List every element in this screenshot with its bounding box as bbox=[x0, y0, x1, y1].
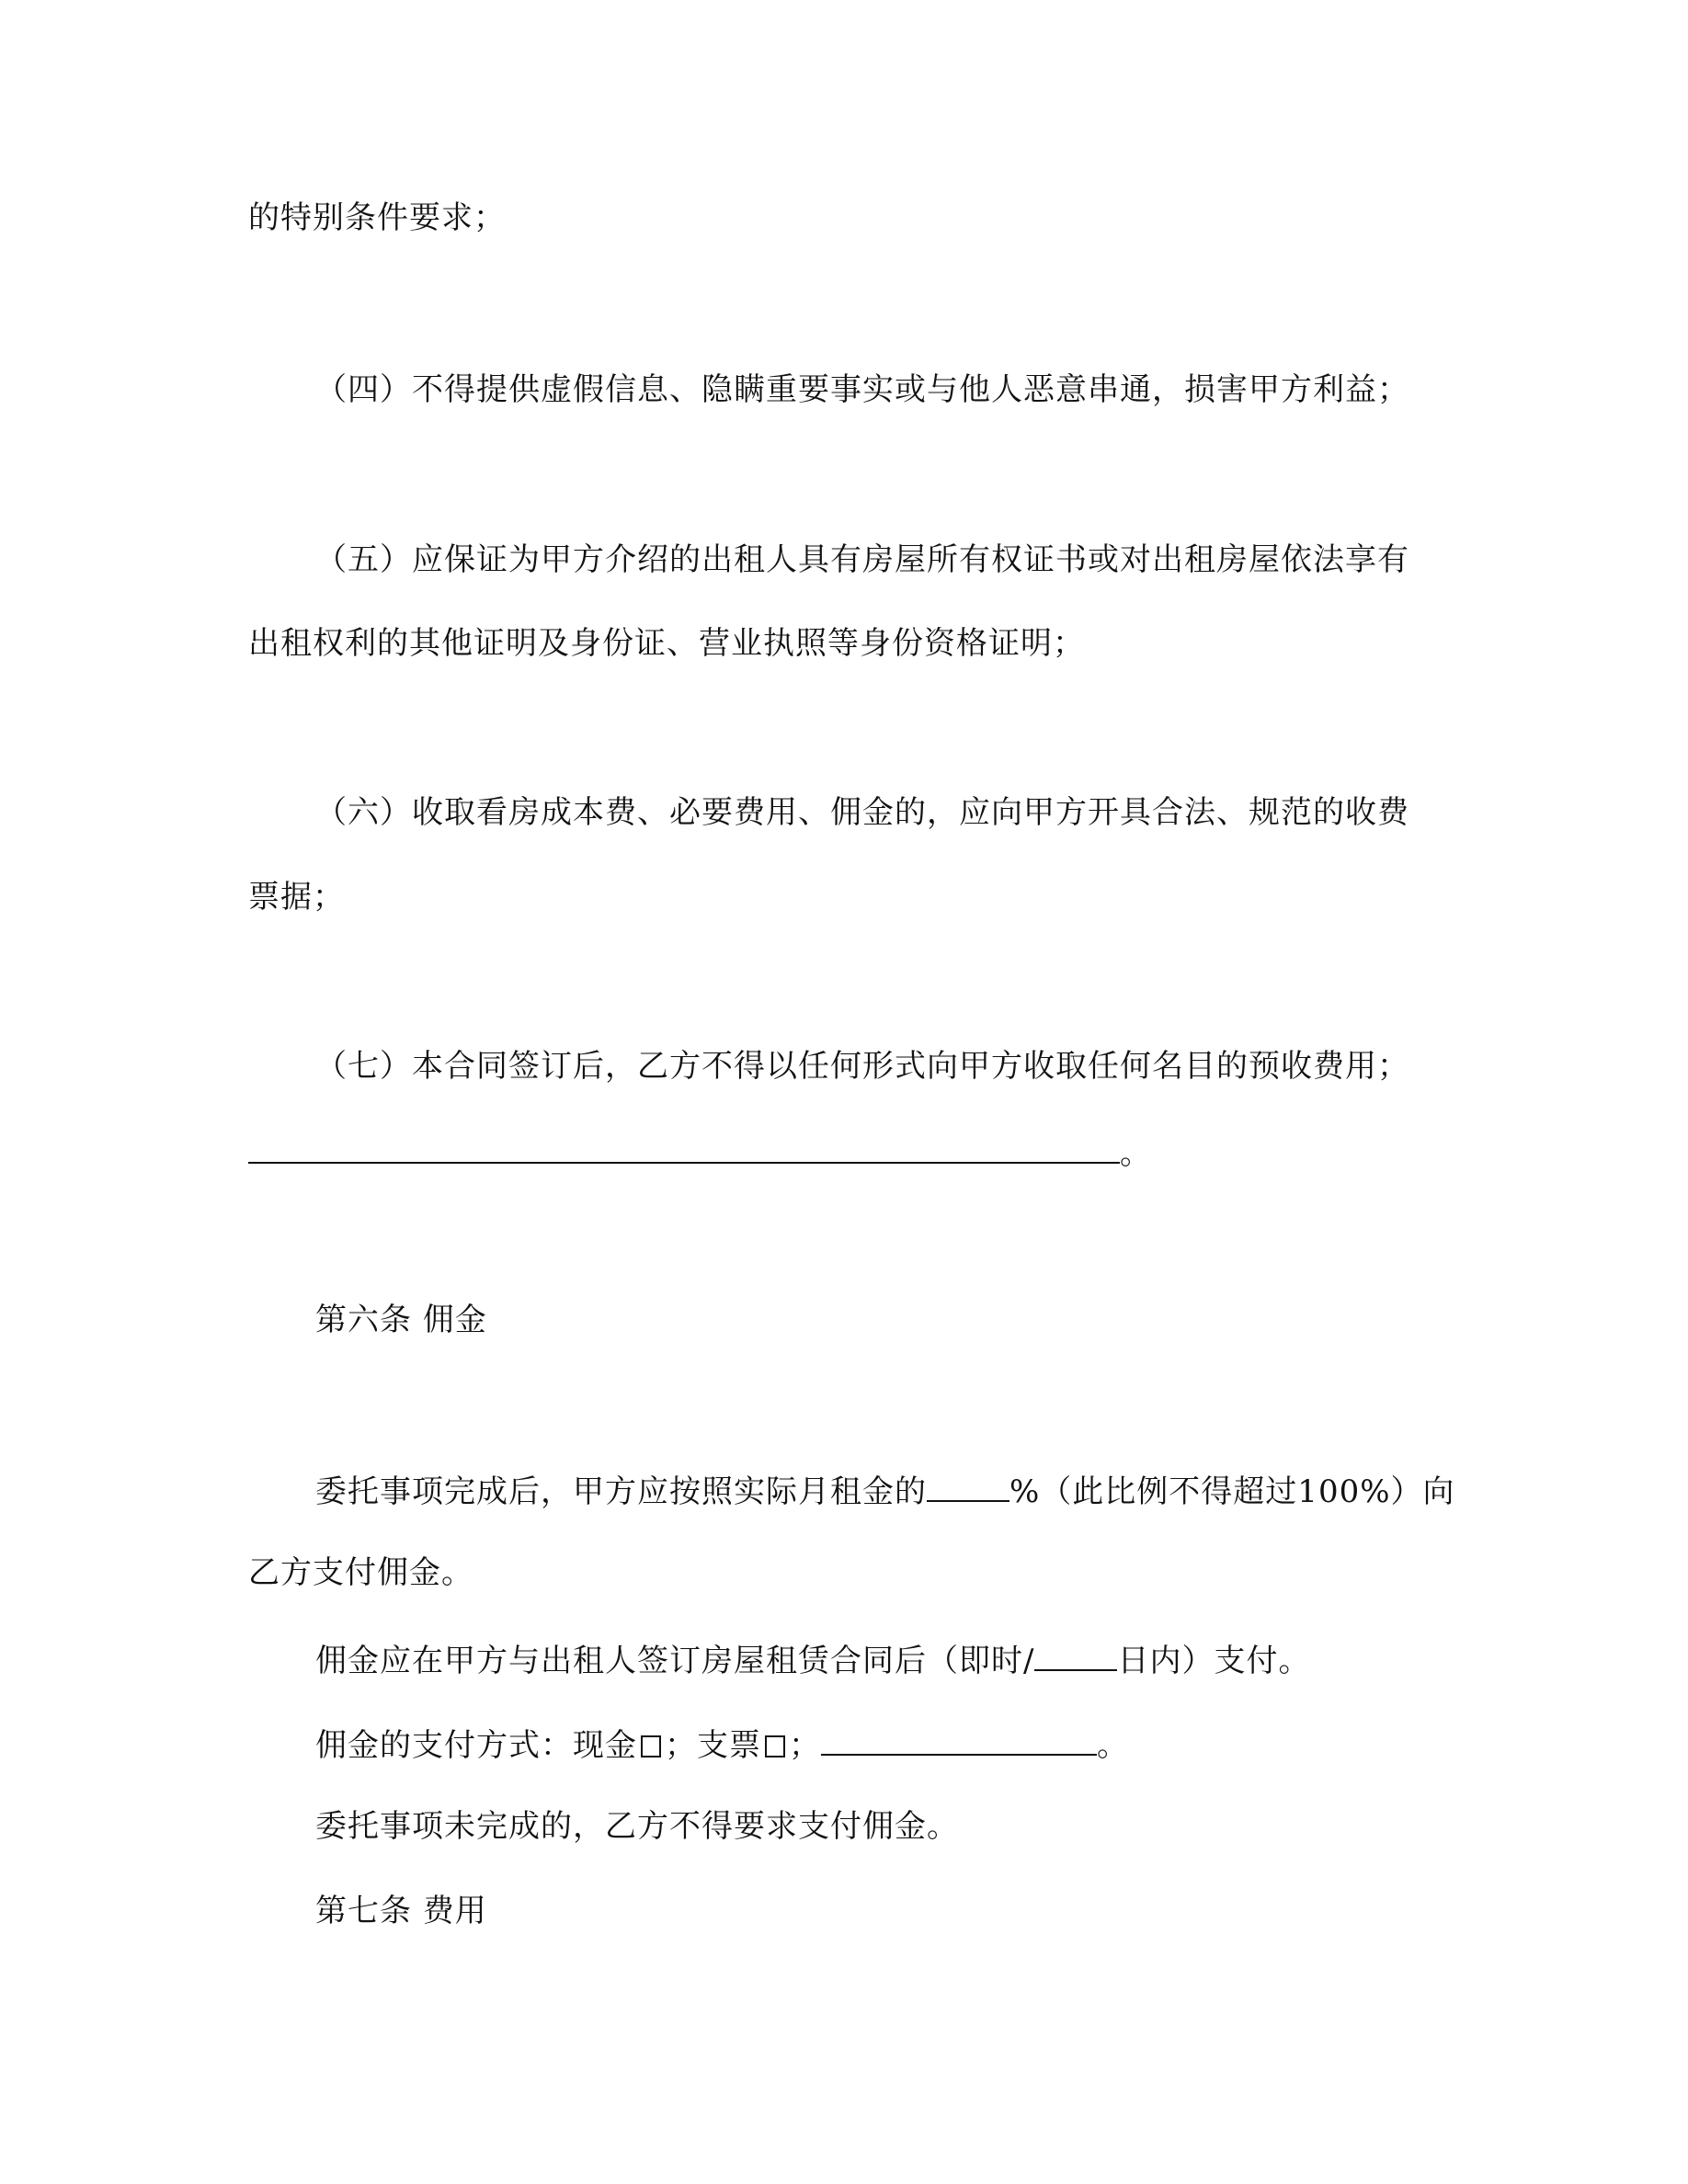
payment-time-line bbox=[315, 1636, 1310, 1682]
blank-field[interactable] bbox=[248, 1129, 1120, 1164]
check-checkbox[interactable] bbox=[765, 1735, 785, 1757]
clause-5-line-2: 出租权利的其他证明及身份证、营业执照等身份资格证明； bbox=[248, 625, 1085, 662]
period: 。 bbox=[1120, 1135, 1152, 1172]
separator: ； bbox=[789, 1727, 821, 1764]
clause-7: （七）本合同签订后，乙方不得以任何形式向甲方收取任何名目的预收费用； bbox=[315, 1048, 1409, 1085]
commission-text-a: 委托事项完成后，甲方应按照实际月租金的 bbox=[315, 1473, 927, 1510]
period: 。 bbox=[1097, 1727, 1129, 1764]
commission-condition: 委托事项未完成的，乙方不得要求支付佣金。 bbox=[315, 1808, 959, 1845]
commission-line-1 bbox=[315, 1467, 1455, 1513]
article-6-title: 第六条 佣金 bbox=[315, 1302, 487, 1338]
other-method-blank[interactable] bbox=[821, 1721, 1097, 1756]
payment-method-line bbox=[315, 1721, 1129, 1767]
article-7-title: 第七条 费用 bbox=[315, 1893, 487, 1929]
payment-time-text-a: 佣金应在甲方与出租人签订房屋租赁合同后（即时/ bbox=[315, 1643, 1035, 1679]
text-line: 的特别条件要求； bbox=[248, 199, 506, 236]
fill-line bbox=[248, 1129, 1152, 1175]
commission-text-b: %（此比例不得超过100%）向 bbox=[1009, 1473, 1455, 1510]
commission-percent-blank[interactable] bbox=[927, 1467, 1009, 1502]
commission-line-2: 乙方支付佣金。 bbox=[248, 1554, 473, 1591]
clause-5-line-1: （五）应保证为甲方介绍的出租人具有房屋所有权证书或对出租房屋依法享有 bbox=[315, 541, 1409, 578]
clause-6-line-1: （六）收取看房成本费、必要费用、佣金的，应向甲方开具合法、规范的收费 bbox=[315, 794, 1409, 831]
clause-4: （四）不得提供虚假信息、隐瞒重要事实或与他人恶意串通，损害甲方利益； bbox=[315, 371, 1409, 408]
clause-6-line-2: 票据； bbox=[248, 879, 345, 916]
cash-checkbox[interactable] bbox=[641, 1735, 661, 1757]
payment-days-blank[interactable] bbox=[1034, 1636, 1117, 1671]
payment-time-text-b: 日内）支付。 bbox=[1117, 1643, 1311, 1679]
check-label: ；支票 bbox=[665, 1727, 761, 1764]
payment-method-label: 佣金的支付方式：现金 bbox=[315, 1727, 637, 1764]
